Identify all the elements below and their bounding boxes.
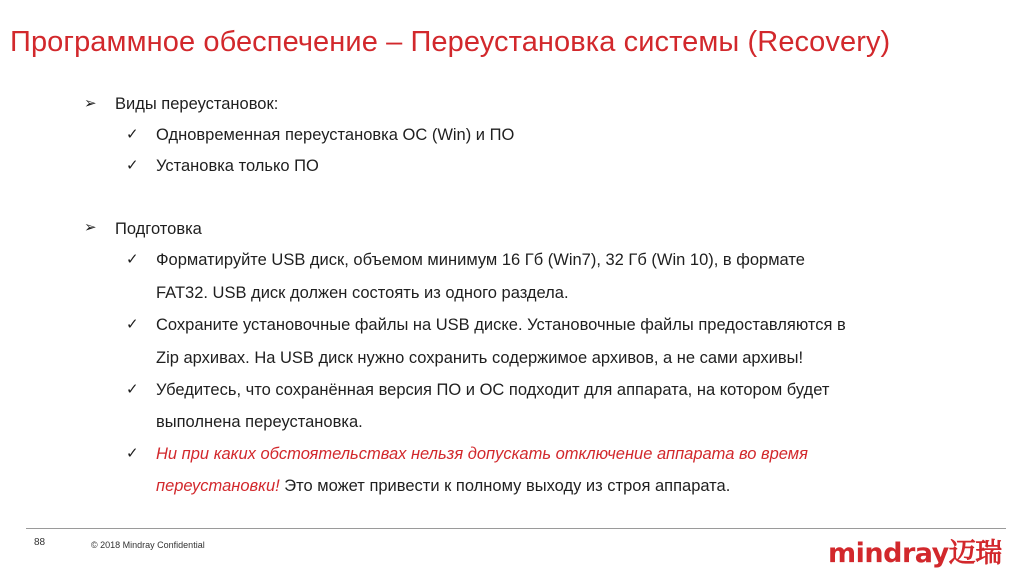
warning-line-continued <box>156 476 730 496</box>
list-item-line: FAT32. USB диск должен состоять из одного раздела. <box>156 284 569 302</box>
list-item: Установка только ПО <box>156 157 319 175</box>
list-item-line: Убедитесь, что сохранённая версия ПО и ОС подходит для аппарата, на котором будет <box>156 381 830 399</box>
section-heading-preparation: Подготовка <box>115 220 202 238</box>
list-item: Одновременная переустановка ОС (Win) и ПО <box>156 126 515 144</box>
check-icon: ✓ <box>126 251 139 268</box>
check-icon: ✓ <box>126 445 139 462</box>
page-number: 88 <box>34 537 46 548</box>
list-item-line: выполнена переустановка. <box>156 413 363 431</box>
check-icon: ✓ <box>126 381 139 398</box>
check-icon: ✓ <box>126 157 139 174</box>
warning-text: переустановки! <box>156 477 280 495</box>
slide-title: Программное обеспечение – Переустановка системы (Recovery) <box>10 26 891 58</box>
footer-divider <box>26 528 1006 529</box>
arrow-bullet-icon: ➢ <box>84 95 97 112</box>
check-icon: ✓ <box>126 316 139 333</box>
list-item-line: Сохраните установочные файлы на USB диске. Установочные файлы предоставляются в <box>156 316 846 334</box>
section-heading-types: Виды переустановок: <box>115 95 279 113</box>
arrow-bullet-icon: ➢ <box>84 219 97 236</box>
copyright-text: © 2018 Mindray Confidential <box>91 540 205 550</box>
warning-line: Ни при каких обстоятельствах нельзя допускать отключение аппарата во время <box>156 445 808 463</box>
warning-consequence-text: Это может привести к полному выходу из строя аппарата. <box>279 477 731 495</box>
list-item-line: Zip архивах. На USB диск нужно сохранить содержимое архивов, а не сами архивы! <box>156 349 804 367</box>
list-item-line: Форматируйте USB диск, объемом минимум 16 Гб (Win7), 32 Гб (Win 10), в формате <box>156 251 805 269</box>
mindray-logo: mindray迈瑞 <box>828 538 1002 569</box>
check-icon: ✓ <box>126 126 139 143</box>
